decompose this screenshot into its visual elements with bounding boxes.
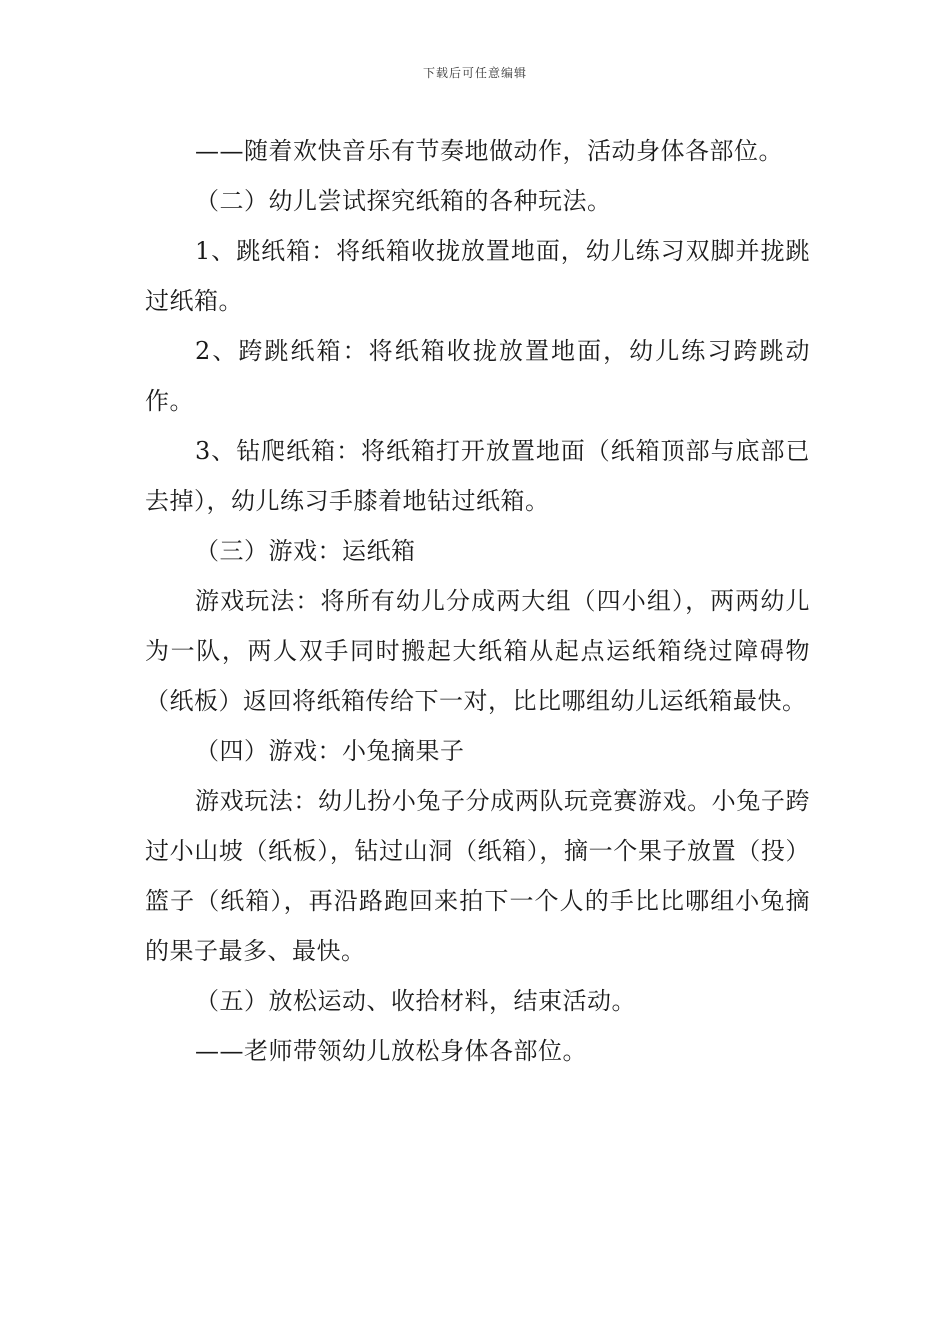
section-heading-4: （四）游戏：小兔摘果子 — [195, 737, 465, 765]
paragraph-stride-jump: 2、跨跳纸箱：将纸箱收拢放置地面，幼儿练习跨跳动作。 — [145, 337, 810, 415]
section-heading-3: （三）游戏：运纸箱 — [195, 537, 416, 565]
section-heading-5: （五）放松运动、收拾材料，结束活动。 — [195, 987, 636, 1015]
document-body — [145, 126, 810, 1076]
paragraph-warmup: ——随着欢快音乐有节奏地做动作，活动身体各部位。 — [195, 137, 783, 165]
paragraph-jump-box: 1、跳纸箱：将纸箱收拢放置地面，幼儿练习双脚并拢跳过纸箱。 — [145, 237, 810, 315]
paragraph-game-rabbit: 游戏玩法：幼儿扮小兔子分成两队玩竞赛游戏。小兔子跨过小山坡（纸板），钻过山洞（纸箱），摘一个果子放置（投）篮子（纸箱），再沿路跑回来拍下一个人的手比比哪组小兔摘的果子最多、最快。 — [145, 787, 810, 965]
paragraph-relax: ——老师带领幼儿放松身体各部位。 — [195, 1037, 587, 1065]
paragraph-game-carry-box: 游戏玩法：将所有幼儿分成两大组（四小组），两两幼儿为一队，两人双手同时搬起大纸箱从起点运纸箱绕过障碍物（纸板）返回将纸箱传给下一对，比比哪组幼儿运纸箱最快。 — [145, 587, 810, 715]
page-header-note: 下载后可任意编辑 — [422, 66, 527, 80]
section-heading-2: （二）幼儿尝试探究纸箱的各种玩法。 — [195, 187, 612, 215]
paragraph-crawl-box: 3、钻爬纸箱：将纸箱打开放置地面（纸箱顶部与底部已去掉），幼儿练习手膝着地钻过纸箱。 — [145, 437, 810, 515]
